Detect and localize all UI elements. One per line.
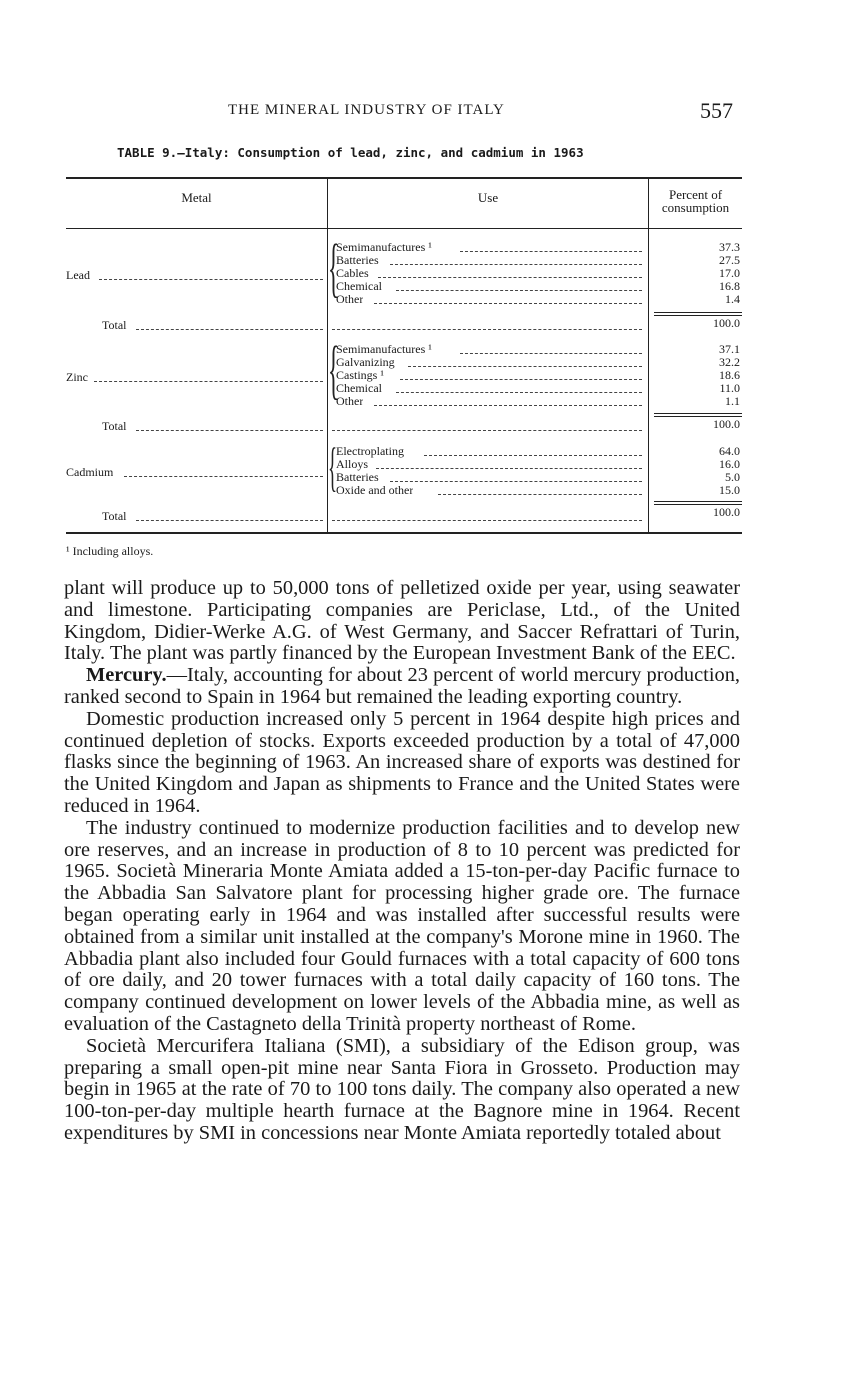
percent-value: 1.4 (725, 293, 740, 306)
percent-value: 18.6 (719, 369, 740, 382)
use-label: Batteries (336, 471, 379, 484)
metal-label-cadmium: Cadmium (66, 466, 114, 479)
page-number: 557 (700, 98, 733, 123)
percent-value: 11.0 (719, 382, 740, 395)
percent-value: 16.0 (719, 458, 740, 471)
column-header-percent-line1: Percent of (668, 187, 723, 202)
leader-line (124, 476, 323, 477)
metal-label-lead: Lead (66, 269, 90, 282)
percent-value: 37.1 (719, 343, 740, 356)
total-value-zinc: 100.0 (713, 418, 740, 431)
column-header-use: Use (477, 190, 499, 205)
percent-value: 5.0 (725, 471, 740, 484)
leader-line (390, 264, 642, 265)
running-title: THE MINERAL INDUSTRY OF ITALY (228, 102, 505, 118)
column-header-percent-line2: consumption (661, 200, 730, 215)
paragraph-text: —Italy, accounting for about 23 percent of world mercury production, ranked second to Spain in 1964 but remained the leading exporting country. (64, 664, 740, 708)
leader-line (438, 494, 642, 495)
consumption-table (66, 177, 742, 537)
percent-value: 32.2 (719, 356, 740, 369)
percent-value: 15.0 (719, 484, 740, 497)
use-label: Electroplating (336, 445, 404, 458)
total-label-zinc: Total (102, 420, 127, 433)
leader-line (460, 251, 642, 252)
table-title: TABLE 9.—Italy: Consumption of lead, zinc, and cadmium in 1963 (117, 145, 584, 160)
brace: { (328, 437, 338, 497)
subtotal-rule (654, 416, 742, 417)
paragraph: plant will produce up to 50,000 tons of pelletized oxide per year, using seawater and limestone. Participating companies are Periclase, Ltd., of the United Kingdom, Didier-Werke A.G. of West Germany, and Saccer Refrattari of Turin, Italy. The plant was partly financed by the European Investment Bank of the EEC. (64, 577, 740, 665)
table-footnote: ¹ Including alloys. (66, 544, 154, 558)
percent-value: 1.1 (725, 395, 740, 408)
subtotal-rule (654, 504, 742, 505)
use-label: Other (336, 293, 364, 306)
leader-line (378, 277, 642, 278)
leader-line (99, 279, 323, 280)
column-header-percent (649, 188, 742, 214)
use-label: Oxide and other (336, 484, 414, 497)
leader-line (400, 379, 642, 380)
total-value-lead: 100.0 (713, 317, 740, 330)
total-label-cadmium: Total (102, 510, 127, 523)
body-text (64, 578, 740, 1145)
table-top-rule (66, 177, 742, 179)
paragraph: Società Mercurifera Italiana (SMI), a subsidiary of the Edison group, was preparing a small open-pit mine near Santa Fiora in Grosseto. Production may begin in 1965 at the rate of 70 to 100 tons daily. The company also operated a new 100-ton-per-day multiple hearth furnace at the Bagnore mine in 1964. Recent expenditures by SMI in concessions near Monte Amiata reportedly totaled about (64, 1034, 740, 1144)
leader-line (396, 290, 642, 291)
metal-label-zinc: Zinc (66, 371, 88, 384)
use-label: Chemical (336, 382, 382, 395)
percent-value: 17.0 (719, 267, 740, 280)
leader-line (460, 353, 642, 354)
subtotal-rule (654, 315, 742, 316)
paragraph-mercury (64, 665, 740, 709)
use-label: Batteries (336, 254, 379, 267)
use-label: Chemical (336, 280, 382, 293)
leader-line (408, 366, 642, 367)
leader-line (374, 405, 642, 406)
use-label: Cables (336, 267, 369, 280)
leader-line (94, 381, 323, 382)
header-bottom-rule (66, 228, 742, 229)
leader-line (136, 329, 323, 330)
column-header-metal: Metal (181, 190, 212, 205)
percent-value: 27.5 (719, 254, 740, 267)
leader-line (136, 520, 323, 521)
leader-line (332, 520, 642, 521)
leader-line (136, 430, 323, 431)
subtotal-rule (654, 413, 742, 414)
brace: { (328, 333, 340, 406)
leader-line (332, 329, 642, 330)
leader-line (376, 468, 642, 469)
use-label: Semimanufactures ¹ (336, 241, 432, 254)
total-label-lead: Total (102, 319, 127, 332)
use-label: Semimanufactures ¹ (336, 343, 432, 356)
brace: { (328, 231, 340, 304)
paragraph: The industry continued to modernize production facilities and to develop new ore reserves, and an increase in production of 8 to 10 percent was predicted for 1965. Società Mineraria Monte Amiata added a 15-ton-per-day Pacific furnace to the Abbadia San Salvatore plant for processing higher grade ore. The furnace began operating early in 1964 and was installed after successful results were obtained from a similar unit installed at the company's Morone mine in 1960. The Abbadia plant also included four Gould furnaces with a total capacity of 600 tons of ore daily, and 20 tower furnaces with a total daily capacity of 160 tons. The company continued development on lower levels of the Abbadia mine, as well as evaluation of the Castagneto della Trinità property northeast of Rome. (64, 816, 740, 1035)
use-label: Castings ¹ (336, 369, 384, 382)
leader-line (390, 481, 642, 482)
subtotal-rule (654, 501, 742, 502)
percent-value: 64.0 (719, 445, 740, 458)
use-label: Alloys (336, 458, 369, 471)
leader-line (374, 303, 642, 304)
subtotal-rule (654, 312, 742, 313)
use-label: Galvanizing (336, 356, 395, 369)
section-heading-mercury: Mercury. (86, 664, 167, 687)
col-separator-2 (648, 177, 649, 532)
percent-value: 37.3 (719, 241, 740, 254)
percent-value: 16.8 (719, 280, 740, 293)
page-header (0, 98, 865, 124)
leader-line (332, 430, 642, 431)
leader-line (396, 392, 642, 393)
use-label: Other (336, 395, 364, 408)
table-bottom-rule (66, 532, 742, 534)
paragraph: Domestic production increased only 5 percent in 1964 despite high prices and continued depletion of stocks. Exports exceeded production by a total of 47,000 flasks since the beginning of 1963. An increased share of exports was destined for the United Kingdom and Japan as shipments to France and the United States were reduced in 1964. (64, 707, 740, 817)
total-value-cadmium: 100.0 (713, 506, 740, 519)
leader-line (424, 455, 642, 456)
